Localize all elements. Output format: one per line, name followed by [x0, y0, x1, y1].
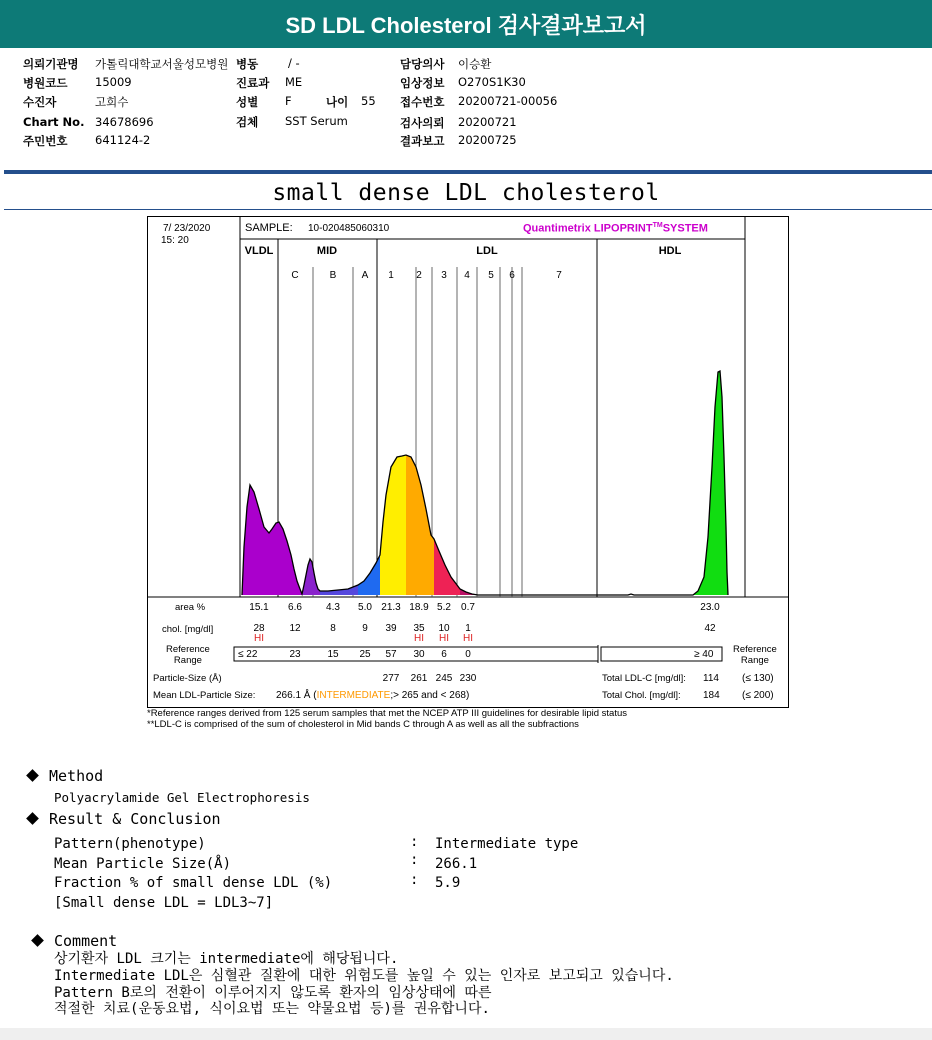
area-vldl: 15.1: [249, 602, 269, 613]
comment-line-3: Pattern B로의 전환이 이루어지지 않도록 환자의 임상상태에 따른: [54, 985, 492, 1001]
sample-label: SAMPLE:: [245, 222, 293, 234]
age-label: 나이: [326, 95, 349, 109]
chart-date: 7/ 23/2020: [163, 223, 211, 234]
result-value-pattern: Intermediate type: [435, 836, 579, 852]
chol-a: 9: [362, 623, 368, 634]
psize-ldl4: 230: [459, 673, 477, 684]
chart-no-value: 34678696: [95, 115, 154, 129]
diamond-bullet-icon: [26, 769, 39, 782]
area-hdl: 23.0: [700, 602, 720, 613]
band-dividers: [278, 239, 597, 597]
comment-line-2: Intermediate LDL은 심혈관 질환에 대한 위험도를 높일 수 있는 인자로 보고되고 있습니다.: [54, 968, 674, 984]
total-ldlc-value: 114: [703, 673, 719, 684]
ward-value: / -: [288, 56, 300, 70]
hi-flag-vldl: HI: [254, 633, 264, 644]
ldl2-peak: [406, 455, 434, 595]
id-label: 주민번호: [23, 134, 68, 148]
specimen-label: 검체: [236, 115, 259, 129]
patient-label: 수진자: [23, 95, 57, 109]
doctor-value: 이승환: [458, 57, 492, 71]
band-7: 7: [556, 270, 562, 281]
dept-value: ME: [285, 75, 303, 89]
clinical-value: O270S1K30: [458, 75, 526, 89]
hospital-code-label: 병원코드: [23, 76, 68, 90]
reception-label: 접수번호: [400, 95, 445, 109]
footnote-2: **LDL-C is comprised of the sum of cholesterol in Mid bands C through A as well as all the subfractions: [147, 719, 579, 730]
ref-ldl3: 6: [441, 649, 447, 660]
comment-line-1: 상기환자 LDL 크기는 intermediate에 해당됩니다.: [54, 951, 399, 967]
sex-label: 성별: [236, 95, 259, 109]
report-label: 결과보고: [400, 134, 445, 148]
chol-ldl1: 39: [385, 623, 397, 634]
method-heading: Method: [28, 767, 103, 785]
brand-label: Quantimetrix LIPOPRINT™SYSTEM: [523, 222, 708, 235]
group-hdl: HDL: [658, 245, 682, 257]
ref-ldl1: 57: [385, 649, 397, 660]
group-ldl: LDL: [476, 245, 498, 257]
chol-b: 8: [330, 623, 336, 634]
hospital-code-value: 15009: [95, 75, 132, 89]
chol-ldl2: 35: [413, 623, 425, 634]
group-mid: MID: [316, 245, 338, 257]
row-label-mean: Mean LDL-Particle Size:: [153, 690, 256, 701]
ref-c: 23: [289, 649, 301, 660]
band-3: 3: [441, 270, 447, 281]
psize-ldl2: 261: [410, 673, 428, 684]
psize-ldl3: 245: [435, 673, 453, 684]
result-colon: :: [410, 852, 419, 868]
row-label-chol: chol. [mg/dl]: [162, 624, 214, 635]
band-a: A: [361, 270, 369, 281]
band-4: 4: [464, 270, 470, 281]
lipoprint-chart: [147, 216, 789, 708]
chol-ldl3: 10: [438, 623, 450, 634]
divider-top: [4, 170, 932, 174]
row-label-ref-right: Reference Range: [733, 644, 777, 666]
id-value: 641124-2: [95, 133, 151, 147]
total-ldlc-label: Total LDL-C [mg/dl]:: [602, 673, 686, 684]
diamond-bullet-icon: [26, 812, 39, 825]
age-value: 55: [361, 94, 376, 108]
total-ldlc-ref: (≤ 130): [742, 673, 774, 684]
total-chol-ref: (≤ 200): [742, 690, 774, 701]
ref-ldl4: 0: [465, 649, 471, 660]
ref-hdl: ≥ 40: [694, 649, 714, 660]
result-label-pattern: Pattern(phenotype): [54, 836, 206, 852]
ward-label: 병동: [236, 57, 259, 71]
comment-heading: Comment: [33, 932, 117, 950]
report-title: SD LDL Cholesterol 검사결과보고서: [0, 0, 932, 48]
result-value-size: 266.1: [435, 856, 478, 872]
area-c: 6.6: [288, 602, 302, 613]
ref-b: 15: [327, 649, 339, 660]
footnote-1: *Reference ranges derived from 125 serum samples that met the NCEP ATP III guidelines for desirable lipid status: [147, 708, 627, 719]
result-value-fraction: 5.9: [435, 875, 461, 891]
dept-label: 진료과: [236, 76, 270, 90]
band-b: B: [329, 270, 337, 281]
clinical-label: 임상정보: [400, 76, 445, 90]
sample-value: 10-020485060310: [308, 223, 390, 234]
request-value: 20200721: [458, 115, 517, 129]
chol-vldl: 28: [253, 623, 265, 634]
section-subtitle: small dense LDL cholesterol: [272, 180, 660, 206]
chol-c: 12: [289, 623, 301, 634]
band-1: 1: [388, 270, 394, 281]
result-heading: Result & Conclusion: [28, 810, 221, 828]
diamond-bullet-icon: [31, 934, 44, 947]
divider-bottom: [4, 209, 932, 210]
result-colon: :: [410, 834, 419, 850]
density-trace: [242, 371, 728, 595]
result-colon: :: [410, 872, 419, 888]
mid-c-peak: [302, 559, 320, 595]
doctor-label: 담당의사: [400, 57, 445, 71]
ref-ldl2: 30: [413, 649, 425, 660]
patient-value: 고희수: [95, 95, 129, 109]
row-label-psize: Particle-Size (Å): [153, 673, 222, 684]
total-chol-label: Total Chol. [mg/dl]:: [602, 690, 681, 701]
band-6: 6: [509, 270, 515, 281]
chol-ldl4: 1: [465, 623, 471, 634]
mean-size-value: 266.1 Å (INTERMEDIATE;> 265 and < 268): [276, 690, 470, 701]
report-value: 20200725: [458, 133, 517, 147]
area-ldl1: 21.3: [381, 602, 401, 613]
specimen-value: SST Serum: [285, 114, 348, 128]
result-label-fraction: Fraction % of small dense LDL (%): [54, 875, 333, 891]
hi-flag-ldl2: HI: [414, 633, 424, 644]
request-label: 검사의뢰: [400, 116, 445, 130]
row-label-ref: Reference Range: [166, 644, 210, 666]
area-a: 5.0: [358, 602, 372, 613]
band-c: C: [291, 270, 299, 281]
result-label-size: Mean Particle Size(Å): [54, 856, 232, 872]
ldl1-peak: [380, 455, 406, 595]
chart-time: 15: 20: [161, 235, 189, 246]
ref-a: 25: [359, 649, 371, 660]
institution-value: 가톨릭대학교서울성모병원: [95, 57, 229, 71]
hi-flag-ldl4: HI: [463, 633, 473, 644]
chart-no-label: Chart No.: [23, 115, 85, 129]
area-b: 4.3: [326, 602, 340, 613]
row-label-area: area %: [175, 602, 206, 613]
vldl-peak: [242, 485, 303, 595]
total-chol-value: 184: [703, 690, 720, 701]
method-text: Polyacrylamide Gel Electrophoresis: [54, 790, 310, 805]
chol-hdl: 42: [704, 623, 716, 634]
sex-value: F: [285, 94, 292, 108]
patient-info: [0, 48, 932, 164]
area-ldl3: 5.2: [437, 602, 451, 613]
area-ldl2: 18.9: [409, 602, 429, 613]
area-ldl4: 0.7: [461, 602, 475, 613]
hi-flag-ldl3: HI: [439, 633, 449, 644]
institution-label: 의뢰기관명: [23, 57, 79, 71]
group-vldl: VLDL: [244, 245, 274, 257]
ref-vldl: ≤ 22: [238, 649, 258, 660]
reception-value: 20200721-00056: [458, 94, 558, 108]
psize-ldl1: 277: [382, 673, 400, 684]
bottom-strip: [0, 1028, 932, 1040]
result-note: [Small dense LDL = LDL3~7]: [54, 895, 274, 911]
comment-line-4: 적절한 치료(운동요법, 식이요법 또는 약물요법 등)를 권유합니다.: [54, 1001, 490, 1017]
band-5: 5: [488, 270, 494, 281]
band-2: 2: [416, 270, 422, 281]
